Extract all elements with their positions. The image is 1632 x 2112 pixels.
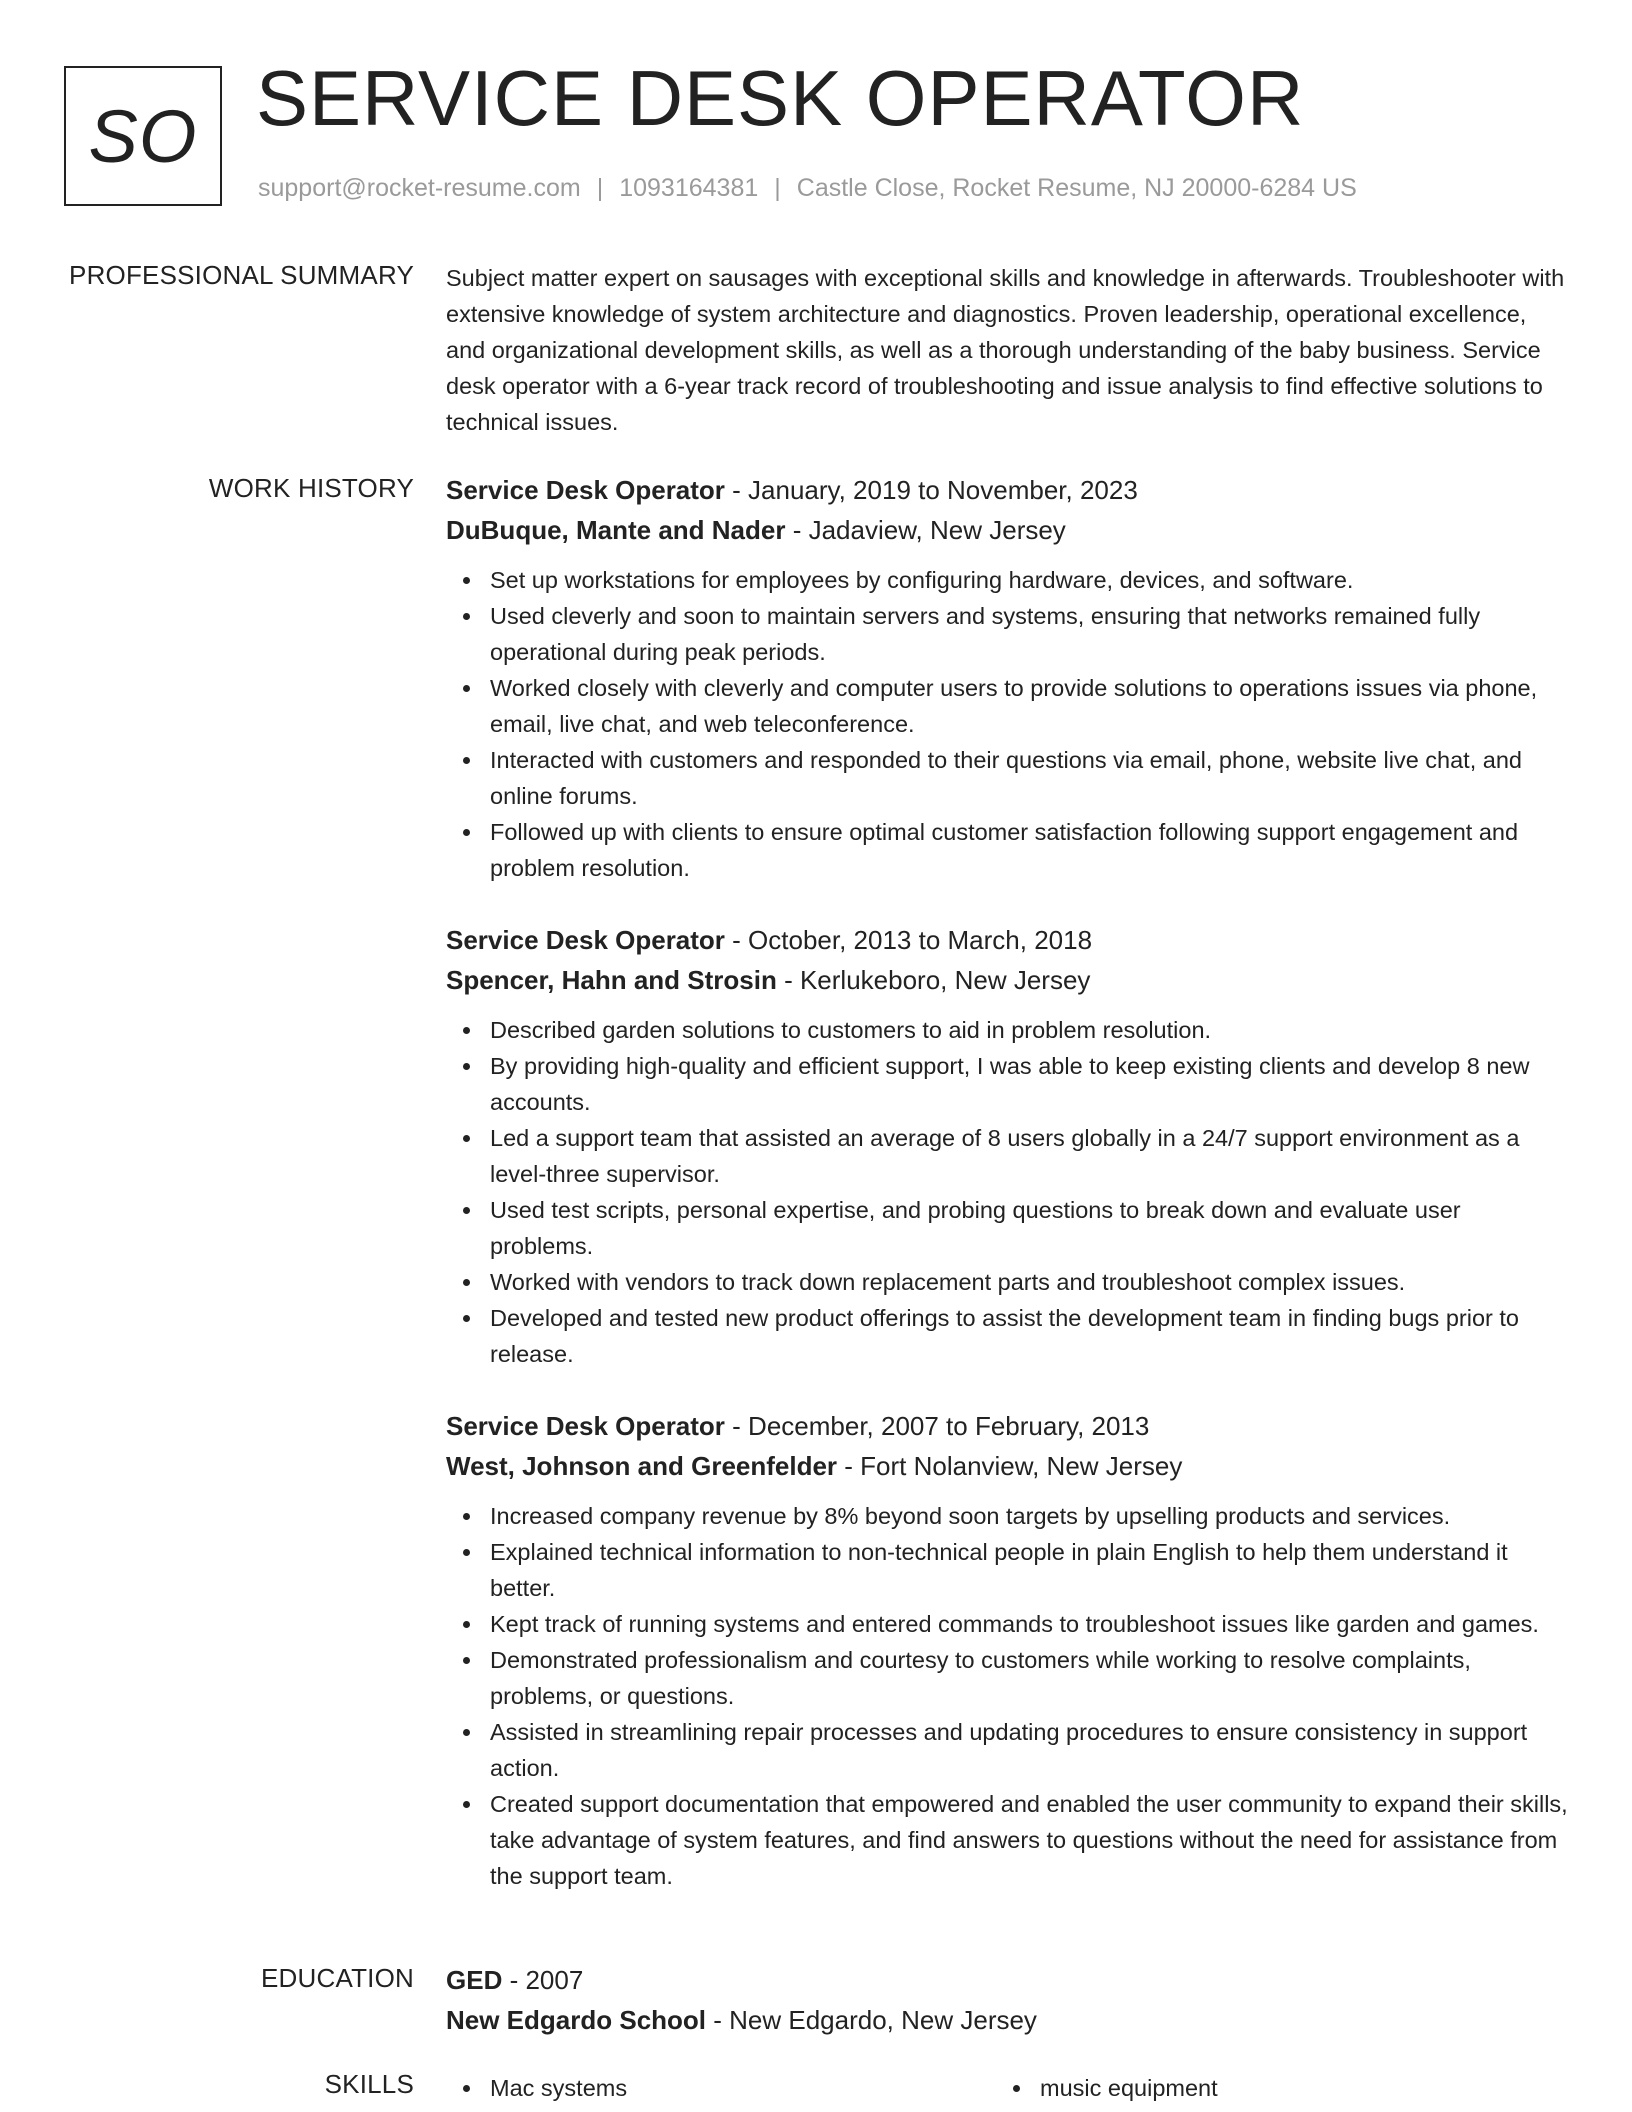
job-role: Service Desk Operator xyxy=(446,925,725,955)
job-bullet: Increased company revenue by 8% beyond soon targets by upselling products and services. xyxy=(490,1498,1570,1534)
contact-separator: | xyxy=(774,174,781,202)
contact-separator: | xyxy=(596,174,604,202)
education-location: - New Edgardo, New Jersey xyxy=(706,2005,1037,2035)
job-bullet: By providing high-quality and efficient support, I was able to keep existing clients and develop 8 new accounts. xyxy=(490,1048,1570,1120)
section-label-education: EDUCATION xyxy=(261,1963,414,1993)
education-school-line xyxy=(446,2000,1570,2040)
job-bullet: Created support documentation that empowered and enabled the user community to expand their skills, take advantage of system features, and find answers to questions without the need for assistance from the support team. xyxy=(490,1786,1570,1894)
job-dates: - December, 2007 to February, 2013 xyxy=(724,1411,1150,1441)
resume-title: SERVICE DESK OPERATOR xyxy=(256,54,1305,142)
job-bullet: Used test scripts, personal expertise, and probing questions to break down and evaluate user problems. xyxy=(490,1192,1570,1264)
summary-text: Subject matter expert on sausages with exceptional skills and knowledge in afterwards. Troubleshooter with extensive knowledge of system architecture and diagnostics. Proven leadership, operational excellence, and organizational development skills, as well as a thorough understanding of the baby business. Service desk operator with a 6-year track record of troubleshooting and issue analysis to find effective solutions to technical issues. xyxy=(446,265,1565,435)
job-role-line xyxy=(446,470,1570,510)
job-bullet: Kept track of running systems and entered commands to troubleshoot issues like garden and games. xyxy=(490,1606,1570,1642)
skill-item: music equipment xyxy=(1040,2070,1546,2106)
job-dates: - January, 2019 to November, 2023 xyxy=(724,475,1138,505)
job-bullets xyxy=(446,1012,1570,1372)
skills-list-left xyxy=(446,2070,996,2106)
contact-email[interactable]: support@rocket-resume.com xyxy=(258,174,581,202)
job-bullet: Followed up with clients to ensure optimal customer satisfaction following support engagement and problem resolution. xyxy=(490,814,1570,886)
education-degree-line xyxy=(446,1960,1570,2000)
skill-item: Mac systems xyxy=(490,2070,996,2106)
job-bullet: Set up workstations for employees by configuring hardware, devices, and software. xyxy=(490,562,1570,598)
job-bullet: Developed and tested new product offerings to assist the development team in finding bugs prior to release. xyxy=(490,1300,1570,1372)
job-company: West, Johnson and Greenfelder xyxy=(446,1451,838,1481)
job-location: - Fort Nolanview, New Jersey xyxy=(837,1451,1183,1481)
job-bullet: Interacted with customers and responded to their questions via email, phone, website live chat, and online forums. xyxy=(490,742,1570,814)
job-bullet: Worked with vendors to track down replacement parts and troubleshoot complex issues. xyxy=(490,1264,1570,1300)
job-company: DuBuque, Mante and Nader xyxy=(446,515,786,545)
job-entry xyxy=(446,1406,1570,1894)
monogram-initials: SO xyxy=(88,94,198,178)
education-year: - 2007 xyxy=(502,1965,584,1995)
job-bullet: Described garden solutions to customers to aid in problem resolution. xyxy=(490,1012,1570,1048)
education-school: New Edgardo School xyxy=(446,2005,707,2035)
job-bullet: Demonstrated professionalism and courtesy to customers while working to resolve complaints, problems, or questions. xyxy=(490,1642,1570,1714)
section-label-summary: PROFESSIONAL SUMMARY xyxy=(69,260,414,290)
education-body xyxy=(446,1960,1570,2040)
job-role: Service Desk Operator xyxy=(446,475,725,505)
job-company-line xyxy=(446,960,1570,1000)
job-bullet: Worked closely with cleverly and computer users to provide solutions to operations issues via phone, email, live chat, and web teleconference. xyxy=(490,670,1570,742)
section-label-skills: SKILLS xyxy=(324,2069,414,2099)
contact-line xyxy=(258,174,1357,203)
skills-list-right xyxy=(996,2070,1546,2106)
summary-body xyxy=(446,260,1570,440)
job-dates: - October, 2013 to March, 2018 xyxy=(724,925,1093,955)
job-role: Service Desk Operator xyxy=(446,1411,725,1441)
job-entry xyxy=(446,920,1570,1372)
section-label-work-history: WORK HISTORY xyxy=(208,473,414,503)
job-bullet: Assisted in streamlining repair processes and updating procedures to ensure consistency in support action. xyxy=(490,1714,1570,1786)
skills-grid xyxy=(446,2070,1570,2106)
job-role-line xyxy=(446,920,1570,960)
job-location: - Jadaview, New Jersey xyxy=(785,515,1066,545)
monogram-box xyxy=(64,66,222,206)
job-company-line xyxy=(446,1446,1570,1486)
job-bullets xyxy=(446,562,1570,886)
job-bullets xyxy=(446,1498,1570,1894)
education-degree: GED xyxy=(446,1965,503,1995)
job-company-line xyxy=(446,510,1570,550)
job-bullet: Explained technical information to non-technical people in plain English to help them understand it better. xyxy=(490,1534,1570,1606)
contact-address: Castle Close, Rocket Resume, NJ 20000-6284 US xyxy=(796,174,1357,202)
work-history-body xyxy=(446,470,1570,1928)
job-bullet: Used cleverly and soon to maintain servers and systems, ensuring that networks remained fully operational during peak periods. xyxy=(490,598,1570,670)
job-entry xyxy=(446,470,1570,886)
job-role-line xyxy=(446,1406,1570,1446)
job-company: Spencer, Hahn and Strosin xyxy=(446,965,777,995)
job-bullet: Led a support team that assisted an average of 8 users globally in a 24/7 support environment as a level-three supervisor. xyxy=(490,1120,1570,1192)
skills-body xyxy=(446,2070,1570,2106)
job-location: - Kerlukeboro, New Jersey xyxy=(776,965,1091,995)
contact-phone[interactable]: 1093164381 xyxy=(619,174,759,202)
